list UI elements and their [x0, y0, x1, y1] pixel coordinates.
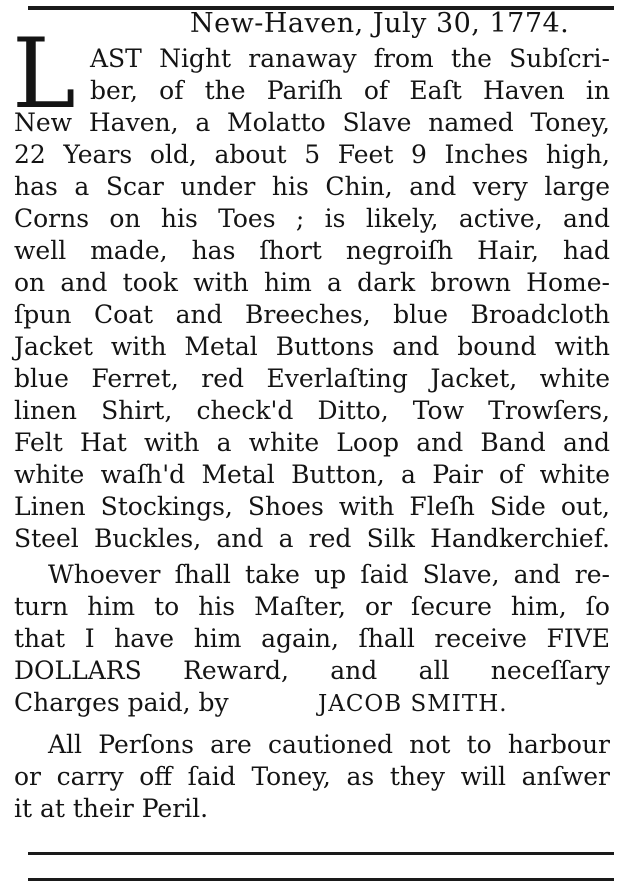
ad-line: 22 Years old, about 5 Feet 9 Inches high,: [14, 140, 610, 169]
ad-line: Linen Stockings, Shoes with Fleſh Side out,: [14, 492, 610, 521]
ad-line: blue Ferret, red Everlaſting Jacket, white: [14, 364, 610, 393]
ad-line: turn him to his Maſter, or ſecure him, ſo: [14, 592, 610, 621]
ad-line: Felt Hat with a white Loop and Band and: [14, 428, 610, 457]
closing-line: Charges paid, by: [14, 688, 229, 717]
ad-line: that I have him again, ſhall receive FIVE: [14, 624, 610, 653]
ad-line: white waſh'd Metal Button, a Pair of white: [14, 460, 610, 489]
ad-line: it at their Peril.: [14, 794, 209, 823]
ad-line: All Perſons are cautioned not to harbour: [48, 730, 610, 759]
ad-line: Corns on his Toes ; is likely, active, and: [14, 204, 610, 233]
ad-line: AST Night ranaway from the Subſcri-: [90, 44, 610, 73]
ad-line: New Haven, a Molatto Slave named Toney,: [14, 108, 610, 137]
ad-line: linen Shirt, check'd Ditto, Tow Trowſers,: [14, 396, 610, 425]
ad-line: well made, has ſhort negroiſh Hair, had: [14, 236, 610, 265]
ad-line: Jacket with Metal Buttons and bound with: [14, 332, 610, 361]
ad-line: has a Scar under his Chin, and very large: [14, 172, 610, 201]
signature: JACOB SMITH.: [318, 691, 508, 717]
drop-cap: L: [12, 18, 76, 130]
ad-line: Whoever ſhall take up ſaid Slave, and re-: [48, 560, 610, 589]
bottom-rule: [28, 852, 614, 855]
ad-line: DOLLARS Reward, and all neceſſary: [14, 656, 610, 685]
dateline: New-Haven, July 30, 1774.: [190, 8, 570, 39]
bottom-rule: [28, 878, 614, 881]
ad-line: or carry off ſaid Toney, as they will anſwer: [14, 762, 610, 791]
ad-line: ſpun Coat and Breeches, blue Broadcloth: [14, 300, 610, 329]
ad-line: Steel Buckles, and a red Silk Handkerchief.: [14, 524, 610, 553]
ad-line: ber, of the Pariſh of Eaſt Haven in: [90, 76, 610, 105]
ad-line: on and took with him a dark brown Home-: [14, 268, 610, 297]
